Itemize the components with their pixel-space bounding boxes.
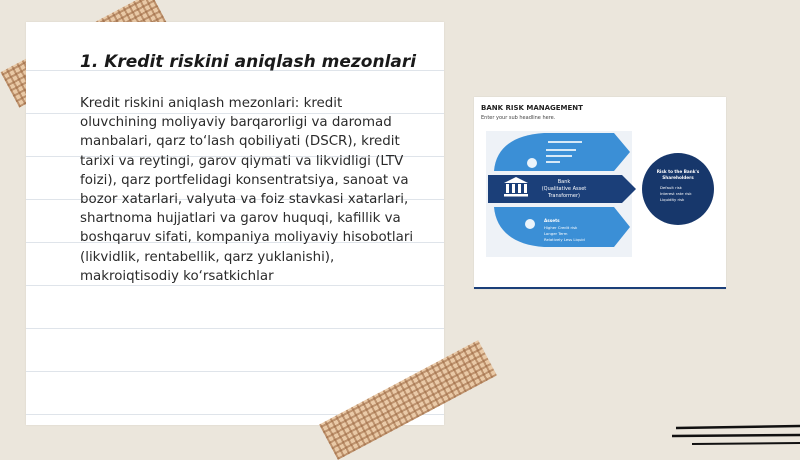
slide-title: BANK RISK MANAGEMENT	[481, 104, 583, 112]
body-paragraph: Kredit riskini aniqlash mezonlari: kredit oluvchining moliyaviy barqarorligi va daromad manbalari, qarz to‘lash qobiliyati (DSCR), kredit tarixi va reytingi, garov qiymati va likvidligi (LTV foizi), qarz portfelidagi konsentratsiya, sanoat va bozor xatarlari, valyuta va foiz stavkasi xatarlari, shartnoma hujjatlari va garov huquqi, kafillik va boshqaruv sifati, kompaniya moliyaviy hisobotlari (likvidlik, rentabellik, qarz yuklanishi), makroiqtisodiy ko‘rsatkichlar	[80, 96, 414, 284]
assets-item-1: Higher Credit risk	[544, 225, 578, 230]
liabilities-text-line	[546, 161, 560, 163]
handshake-icon	[525, 219, 535, 229]
liabilities-text-line	[546, 149, 576, 151]
center-label-1: Bank	[557, 179, 571, 185]
risk-title-2: Shareholders	[662, 175, 694, 180]
money-icon	[527, 158, 537, 168]
assets-item-2: Longer Term	[544, 231, 568, 236]
liabilities-text-line	[548, 141, 582, 143]
risk-item-2: Interest rate risk	[660, 191, 692, 196]
liabilities-text-line	[546, 155, 572, 157]
slide-subtitle: Enter your sub headline here.	[481, 115, 556, 121]
bank-risk-diagram	[474, 97, 726, 287]
assets-title: Assets	[544, 218, 560, 223]
risk-item-1: Default risk	[660, 185, 682, 190]
assets-item-3: Relatively Less Liquid	[544, 237, 585, 242]
page-title: 1. Kredit riskini aniqlash mezonlari	[80, 52, 417, 72]
risk-title-1: Risk to the Bank's	[656, 169, 700, 174]
decorative-strokes	[672, 420, 800, 450]
center-label-2: (Qualitative Asset	[541, 186, 587, 192]
bank-risk-slide-image	[474, 97, 726, 289]
risk-item-3: Liquidity risk	[660, 197, 685, 202]
center-label-3: Transformer)	[548, 193, 580, 199]
